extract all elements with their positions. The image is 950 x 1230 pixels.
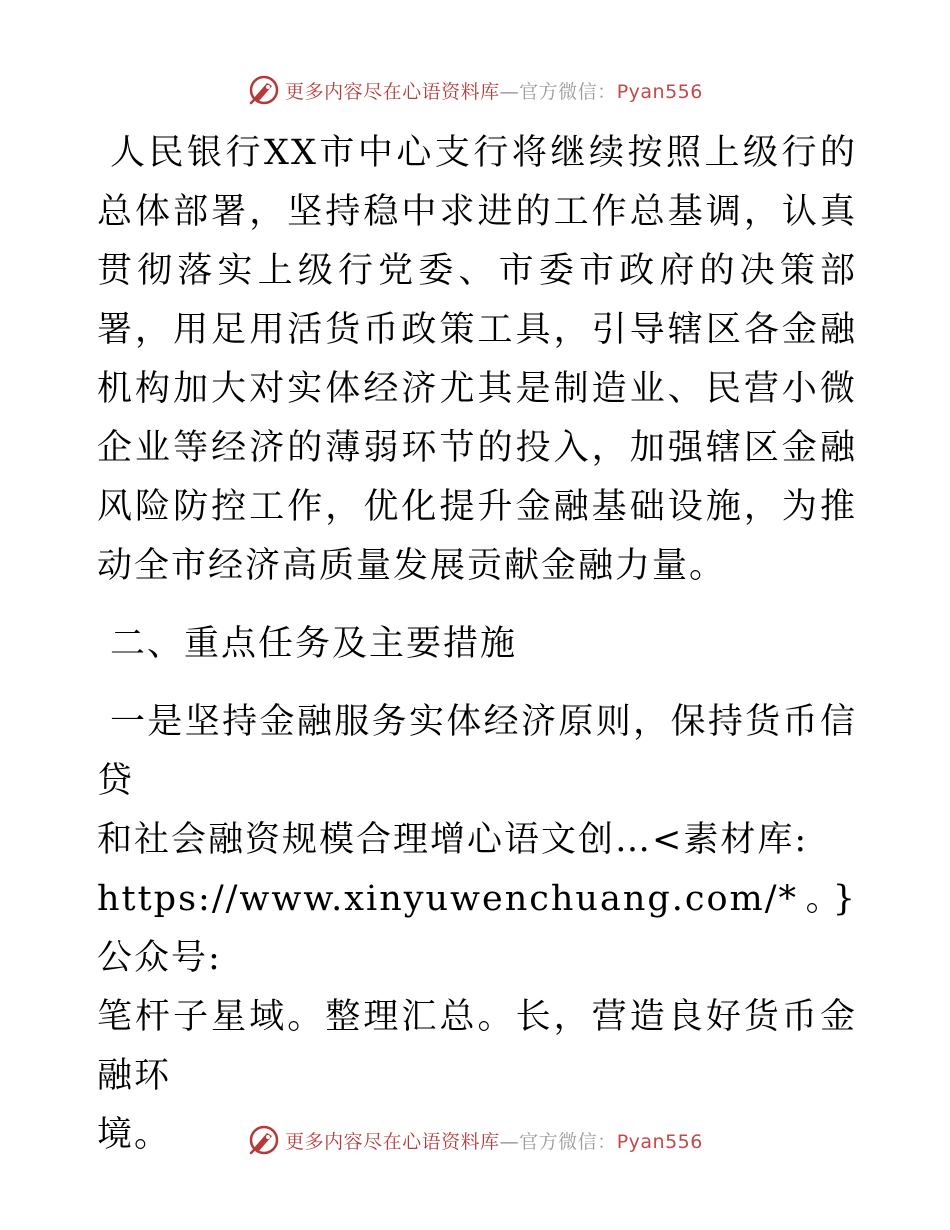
footer-watermark-banner bbox=[0, 1120, 950, 1160]
pen-nib-logo-icon bbox=[247, 1123, 281, 1157]
banner-dash: — bbox=[499, 80, 520, 103]
paragraph-line: 笔杆子星域。整理汇总。长，营造良好货币金融环 bbox=[97, 997, 857, 1096]
banner-prefix: 更多内容尽在心语资料库 bbox=[285, 80, 500, 103]
banner-handle: Pyan556 bbox=[616, 1130, 703, 1153]
banner-text bbox=[285, 77, 703, 104]
banner-wechat-label: 官方微信： bbox=[519, 80, 617, 103]
paragraph-line: 一是坚持金融服务实体经济原则，保持货币信贷 bbox=[97, 702, 857, 801]
banner-prefix: 更多内容尽在心语资料库 bbox=[285, 1130, 500, 1153]
document-body bbox=[97, 124, 857, 1165]
paragraph-task-one bbox=[97, 693, 857, 1165]
header-watermark-banner bbox=[0, 70, 950, 110]
banner-text bbox=[285, 1127, 703, 1154]
banner-dash: — bbox=[499, 1130, 520, 1153]
section-heading: 二、重点任务及主要措施 bbox=[110, 624, 518, 664]
paragraph-intro: 人民银行XX市中心支行将继续按照上级行的总体部署，坚持稳中求进的工作总基调，认真贯彻落实上级行党委、市委市政府的决策部署，用足用活货币政策工具，引导辖区各金融机构加大对实体经济尤其是制造业、民营小微企业等经济的薄弱环节的投入，加强辖区金融风险防控工作，优化提升金融基础设施，为推动全市经济高质量发展贡献金融力量。 bbox=[97, 133, 857, 586]
pen-nib-logo-icon bbox=[247, 73, 281, 107]
paragraph-line: https://www.xinyuwenchuang.com/*。}公众号: bbox=[97, 879, 857, 978]
paragraph-line: 境。 bbox=[97, 1115, 172, 1155]
paragraph-line: 和社会融资规模合理增心语文创…<素材库: bbox=[97, 820, 809, 860]
banner-handle: Pyan556 bbox=[616, 80, 703, 103]
banner-wechat-label: 官方微信： bbox=[519, 1130, 617, 1153]
